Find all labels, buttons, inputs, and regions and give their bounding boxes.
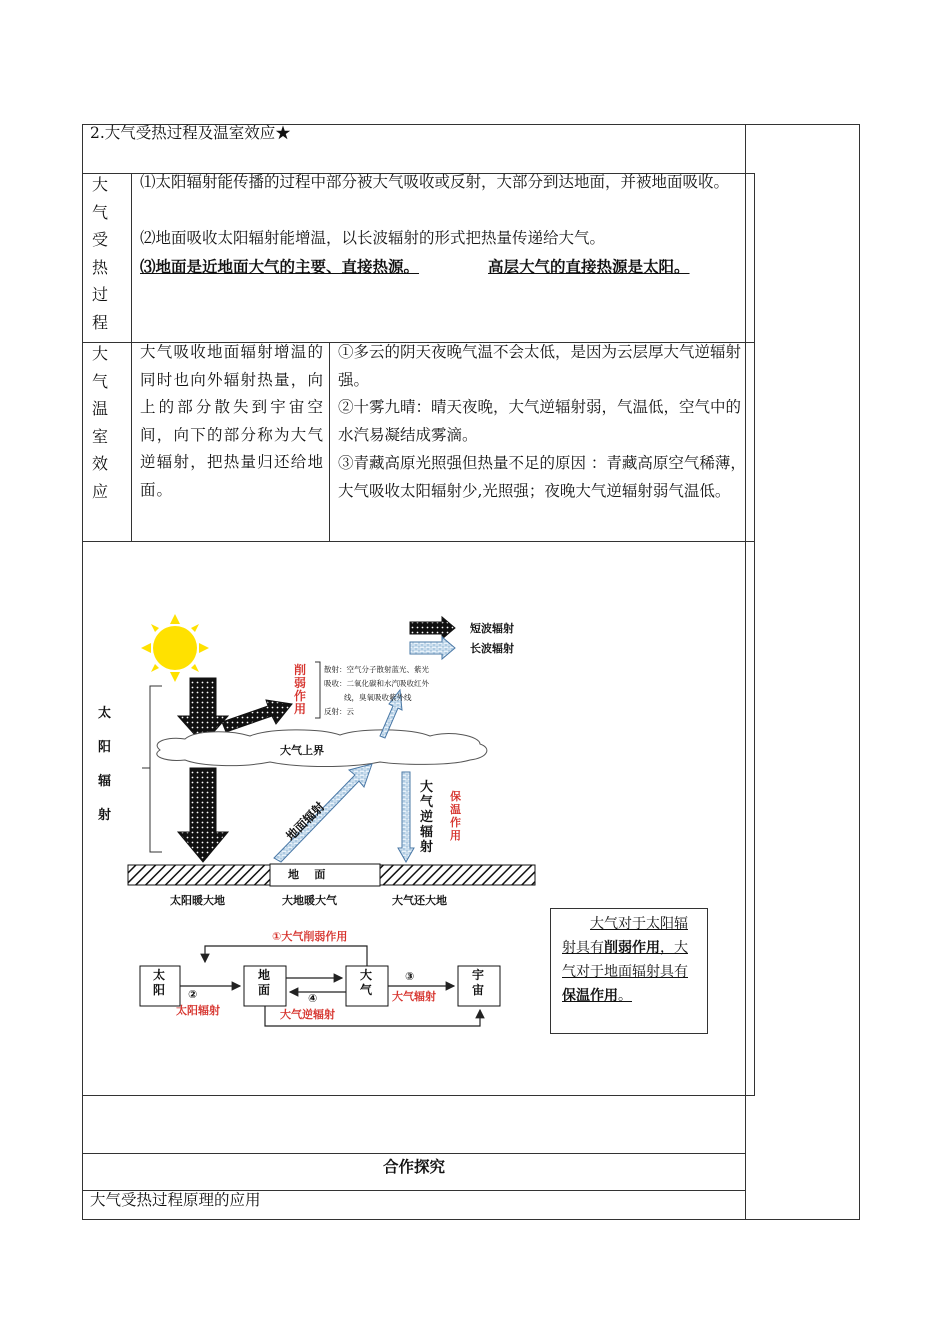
weaken-arrow [222, 700, 292, 732]
legend-long-arrow [410, 637, 455, 659]
solar-label-4: 射 [98, 808, 112, 823]
note-c: ，大气对于地面辐射具有 [562, 940, 688, 980]
upper-boundary-label: 大气上界 [280, 744, 324, 757]
weaken-line-2: 吸收：二氧化碳和水汽吸收红外 [324, 679, 429, 688]
heating-p2: ⑵地面吸收太阳辐射能增温，以长波辐射的形式把热量传递给大气。 [140, 229, 606, 247]
solar-bracket [142, 686, 162, 852]
legend-short-arrow [410, 617, 455, 639]
heating-p1: ⑴太阳辐射能传播的过程中部分被大气吸收或反射，大部分到达地面，并被地面吸收。 [140, 173, 730, 191]
counter-radiation-label: 大气逆辐射 [420, 780, 434, 855]
section-title: 2.大气受热过程及温室效应★ [90, 124, 291, 142]
note-e: 。 [618, 988, 632, 1004]
heating-p3a: ⑶地面是近地面大气的主要、直接热源。 [140, 257, 420, 276]
greenhouse-explain: 大气吸收地面辐射增温的同时也向外辐射热量，向上的部分散失到宇宙空间，向下的部分称为大气逆辐射，把热量归还给地面。 [140, 343, 324, 499]
greenhouse-label: 大气温室效应 [91, 344, 108, 501]
coop-title: 合作探究 [382, 1157, 445, 1176]
note-text [562, 912, 700, 1008]
heating-label: 大气受热过程 [91, 175, 108, 332]
greenhouse-ex1: ①多云的阴天夜晚气温不会太低，是因为云层厚大气逆辐射强。 [338, 343, 742, 389]
caption-earth-warms-air: 大地暖大气 [282, 894, 337, 907]
weaken-line-1: 散射：空气分子散射蓝光、紫光 [324, 665, 429, 674]
weaken-line-4: 反射：云 [324, 707, 354, 716]
insulation-label: 保温作用 [450, 790, 461, 842]
counter-radiation-arrow [398, 772, 414, 862]
flow-step1-label: ①大气削弱作用 [272, 930, 348, 943]
coop-item: 大气受热过程原理的应用 [90, 1191, 261, 1209]
flow-space-label: 宇宙 [472, 968, 485, 997]
weaken-line-3: 线，臭氧吸收紫外线 [344, 693, 412, 702]
greenhouse-ex3: ③青藏高原光照强但热量不足的原因 ：青藏高原空气稀薄，大气吸收太阳辐射少,光照强；夜晚大气逆辐射弱气温低。 [338, 454, 746, 500]
flow-step4-num: ④ [308, 992, 318, 1005]
greenhouse-ex2: ②十雾九晴：晴天夜晚，大气逆辐射弱，气温低，空气中的水汽易凝结成雾滴。 [338, 398, 742, 444]
legend-short-label: 短波辐射 [470, 622, 514, 635]
solar-label-2: 阳 [98, 740, 112, 755]
greenhouse-mid-divider [329, 342, 330, 542]
caption-sun-warms-earth: 太阳暖大地 [170, 894, 225, 907]
flow-step3-label: 大气辐射 [392, 990, 436, 1003]
flow-ground-label: 地面 [258, 968, 271, 997]
solar-label-1: 太 [98, 706, 112, 721]
flow-step3-num: ③ [405, 970, 415, 983]
flow-atmosphere-label: 大气 [360, 968, 373, 997]
sun-icon [141, 614, 209, 682]
ground-label: 地 面 [288, 868, 326, 881]
ground-radiation-label: 地面辐射 [283, 799, 328, 844]
note-d: 保温作用 [562, 988, 618, 1004]
weaken-label: 削弱作用 [294, 663, 307, 716]
legend-long-label: 长波辐射 [470, 642, 514, 655]
note-b: 削弱作用 [604, 940, 660, 956]
flow-step2-num: ② [188, 988, 198, 1001]
caption-air-returns-earth: 大气还大地 [392, 894, 447, 907]
flow-sun-label: 太阳 [153, 968, 166, 997]
row-divider-coop-top [82, 1153, 746, 1154]
note-a: 大气对于太阳辐射具有 [562, 916, 688, 956]
flow-step4-label: 大气逆辐射 [280, 1008, 335, 1021]
short-wave-arrow-lower [178, 768, 228, 862]
solar-label-3: 辐 [98, 774, 112, 789]
flow-step2-label: 太阳辐射 [176, 1004, 220, 1017]
heating-p3b: 高层大气的直接热源是太阳。 [488, 257, 690, 276]
